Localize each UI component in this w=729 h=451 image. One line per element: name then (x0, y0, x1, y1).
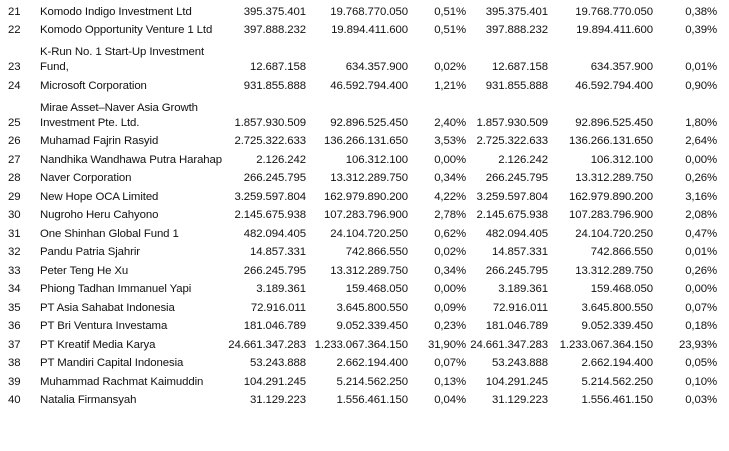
percent-after: 2,64% (685, 135, 717, 147)
shareholder-name (30, 316, 224, 335)
percent-after: 0,05% (685, 357, 717, 369)
percent-before: 0,23% (434, 320, 466, 332)
nominal-before: 634.357.900 (345, 61, 408, 73)
shareholder-name (30, 94, 224, 131)
shares-before: 3.189.361 (256, 283, 306, 295)
shares-before: 931.855.888 (243, 79, 306, 92)
shares-before: 397.888.232 (243, 24, 306, 36)
nominal-after: 13.312.289.750 (575, 172, 653, 184)
shareholder-name-text: Peter Teng He Xu (40, 264, 129, 277)
nominal-before: 742.866.550 (345, 246, 408, 258)
row-number: 28 (8, 172, 21, 184)
shares-after: 14.857.331 (491, 246, 548, 258)
shareholder-name-text: One Shinhan Global Fund 1 (40, 227, 179, 240)
percent-after: 0,10% (685, 375, 717, 388)
nominal-after: 1.233.067.364.150 (559, 338, 653, 351)
nominal-after: 5.214.562.250 (581, 375, 653, 388)
nominal-after: 136.266.131.650 (568, 135, 653, 147)
shares-before: 266.245.795 (243, 172, 306, 184)
percent-after: 0,01% (685, 246, 717, 258)
nominal-after: 162.979.890.200 (568, 190, 653, 203)
percent-before: 3,53% (434, 135, 466, 147)
shares-after: 72.916.011 (492, 301, 548, 314)
shareholder-name (30, 205, 224, 224)
shares-after: 12.687.158 (491, 61, 548, 73)
shares-before: 12.687.158 (249, 61, 306, 73)
shareholder-name (30, 38, 224, 75)
nominal-before: 13.312.289.750 (330, 264, 408, 277)
shares-before: 395.375.401 (243, 5, 306, 18)
percent-after: 0,07% (685, 301, 717, 314)
shareholder-name (30, 131, 224, 150)
shares-after: 1.857.930.509 (476, 116, 548, 129)
shares-before: 1.857.930.509 (234, 116, 306, 129)
percent-after: 0,39% (685, 24, 717, 36)
shareholder-name (30, 353, 224, 372)
percent-before: 0,34% (434, 172, 466, 184)
shares-after: 266.245.795 (485, 264, 548, 277)
row-number: 31 (8, 227, 21, 240)
row-number: 33 (8, 264, 21, 277)
nominal-before: 19.894.411.600 (331, 24, 408, 36)
shares-after: 397.888.232 (485, 24, 548, 36)
nominal-after: 46.592.794.400 (575, 79, 653, 92)
shares-after: 482.094.405 (485, 227, 548, 240)
shares-before: 24.661.347.283 (228, 338, 306, 351)
percent-before: 0,51% (434, 5, 466, 18)
shareholder-name (30, 279, 224, 298)
shareholder-name-text: K-Run No. 1 Start-Up Investment Fund, (40, 46, 205, 73)
table-row (0, 297, 729, 316)
table-row (0, 205, 729, 224)
nominal-after: 2.662.194.400 (581, 357, 653, 369)
table-row (0, 149, 729, 168)
shareholder-name-text: New Hope OCA Limited (40, 190, 159, 203)
table-row (0, 353, 729, 372)
table-row (0, 279, 729, 298)
percent-after: 0,26% (685, 264, 717, 277)
nominal-after: 92.896.525.450 (575, 116, 653, 129)
percent-after: 3,16% (685, 190, 717, 203)
nominal-after: 1.556.461.150 (581, 394, 653, 406)
table-row (0, 168, 729, 187)
row-number: 25 (8, 116, 21, 129)
shares-after: 3.259.597.804 (476, 190, 548, 203)
percent-after: 0,18% (685, 320, 717, 332)
percent-after: 0,01% (685, 61, 717, 73)
row-number: 37 (8, 338, 21, 351)
row-number: 23 (8, 61, 21, 73)
row-number: 35 (8, 301, 21, 314)
shares-before: 104.291.245 (243, 375, 306, 388)
nominal-after: 742.866.550 (590, 246, 653, 258)
percent-before: 0,04% (434, 394, 466, 406)
percent-before: 31,90% (427, 338, 466, 351)
row-number: 26 (8, 135, 21, 147)
percent-before: 0,00% (434, 283, 466, 295)
table-row (0, 20, 729, 39)
table-row (0, 131, 729, 150)
percent-after: 23,93% (678, 338, 717, 351)
shares-before: 72.916.011 (250, 301, 306, 314)
nominal-before: 92.896.525.450 (330, 116, 408, 129)
nominal-after: 19.894.411.600 (576, 24, 653, 36)
nominal-before: 107.283.796.900 (323, 209, 408, 221)
shares-after: 31.129.223 (491, 394, 548, 406)
nominal-after: 13.312.289.750 (575, 264, 653, 277)
shareholder-name-text: Natalia Firmansyah (40, 394, 137, 406)
shareholder-name-text: Komodo Opportunity Venture 1 Ltd (40, 24, 213, 36)
shareholder-name (30, 223, 224, 242)
percent-after: 2,08% (685, 209, 717, 221)
shareholder-name (30, 186, 224, 205)
table-row (0, 223, 729, 242)
shareholder-name (30, 242, 224, 261)
nominal-after: 159.468.050 (590, 283, 653, 295)
nominal-after: 19.768.770.050 (575, 5, 653, 18)
table-row (0, 1, 729, 20)
nominal-after: 9.052.339.450 (581, 320, 653, 332)
shares-after: 2.725.322.633 (476, 135, 548, 147)
percent-after: 0,26% (685, 172, 717, 184)
shares-after: 24.661.347.283 (470, 338, 548, 351)
nominal-after: 107.283.796.900 (568, 209, 653, 221)
percent-before: 0,02% (434, 246, 466, 258)
shareholder-name (30, 297, 224, 316)
percent-after: 1,80% (685, 116, 717, 129)
row-number: 30 (8, 209, 21, 221)
shares-after: 2.145.675.938 (476, 209, 548, 221)
percent-before: 4,22% (434, 190, 466, 203)
table-row (0, 316, 729, 335)
shareholder-name-text: PT Asia Sahabat Indonesia (40, 301, 175, 314)
shares-before: 2.145.675.938 (234, 209, 306, 221)
shares-before: 2.126.242 (256, 153, 306, 166)
shares-before: 14.857.331 (249, 246, 306, 258)
shareholder-name-text: Nandhika Wandhawa Putra Harahap (40, 153, 223, 166)
shareholder-name (30, 371, 224, 390)
shares-after: 395.375.401 (485, 5, 548, 18)
shareholder-name-text: Microsoft Corporation (40, 79, 147, 92)
shares-before: 181.046.789 (243, 320, 306, 332)
row-number: 34 (8, 283, 21, 295)
table-row (0, 38, 729, 75)
shareholder-name (30, 390, 224, 409)
percent-before: 0,51% (434, 24, 466, 36)
shareholder-name-text: Pandu Patria Sjahrir (40, 246, 140, 258)
table-row (0, 75, 729, 94)
shareholder-name (30, 168, 224, 187)
shareholder-name (30, 75, 224, 94)
shareholder-name-text: Muhammad Rachmat Kaimuddin (40, 375, 204, 388)
shareholder-name (30, 1, 224, 20)
row-number: 38 (8, 357, 21, 369)
nominal-before: 24.104.720.250 (330, 227, 408, 240)
table-row (0, 242, 729, 261)
shareholder-name-text: Mirae Asset–Naver Asia Growth Investment Pte. Ltd. (40, 101, 198, 129)
shareholder-name-text: Muhamad Fajrin Rasyid (40, 135, 159, 147)
shareholder-name-text: Komodo Indigo Investment Ltd (40, 5, 192, 18)
shares-after: 931.855.888 (485, 79, 548, 92)
shareholder-table (0, 1, 729, 408)
shareholder-name (30, 334, 224, 353)
percent-before: 0,13% (434, 375, 466, 388)
nominal-before: 46.592.794.400 (330, 79, 408, 92)
shares-after: 53.243.888 (491, 357, 548, 369)
shares-before: 31.129.223 (249, 394, 306, 406)
nominal-before: 3.645.800.550 (336, 301, 408, 314)
percent-before: 2,78% (434, 209, 466, 221)
table-row (0, 371, 729, 390)
shareholder-name-text: PT Kreatif Media Karya (40, 338, 156, 351)
row-number: 21 (8, 5, 21, 18)
shareholder-name (30, 149, 224, 168)
nominal-before: 106.312.100 (345, 153, 408, 166)
shareholder-name-text: Naver Corporation (40, 172, 132, 184)
shares-before: 53.243.888 (249, 357, 306, 369)
percent-before: 0,34% (434, 264, 466, 277)
percent-before: 0,07% (434, 357, 466, 369)
shares-after: 181.046.789 (485, 320, 548, 332)
row-number: 39 (8, 375, 21, 388)
row-number: 24 (8, 79, 21, 92)
percent-before: 2,40% (434, 116, 466, 129)
percent-after: 0,03% (685, 394, 717, 406)
row-number: 22 (8, 24, 21, 36)
table-row (0, 334, 729, 353)
row-number: 40 (8, 394, 21, 406)
nominal-after: 634.357.900 (590, 61, 653, 73)
nominal-after: 106.312.100 (590, 153, 653, 166)
nominal-before: 1.556.461.150 (336, 394, 408, 406)
nominal-before: 9.052.339.450 (336, 320, 408, 332)
table-row (0, 186, 729, 205)
percent-before: 0,00% (434, 153, 466, 166)
nominal-before: 162.979.890.200 (323, 190, 408, 203)
table-row (0, 94, 729, 131)
shareholder-name-text: PT Bri Ventura Investama (40, 320, 168, 332)
percent-before: 0,09% (434, 301, 466, 314)
nominal-after: 24.104.720.250 (575, 227, 653, 240)
percent-before: 1,21% (434, 79, 466, 92)
row-number: 32 (8, 246, 21, 258)
percent-before: 0,02% (434, 61, 466, 73)
row-number: 29 (8, 190, 21, 203)
shares-before: 482.094.405 (243, 227, 306, 240)
nominal-before: 1.233.067.364.150 (314, 338, 408, 351)
percent-after: 0,38% (685, 5, 717, 18)
nominal-before: 136.266.131.650 (323, 135, 408, 147)
nominal-before: 5.214.562.250 (336, 375, 408, 388)
shareholder-table-body (0, 1, 729, 408)
nominal-before: 19.768.770.050 (330, 5, 408, 18)
percent-after: 0,47% (685, 227, 717, 240)
row-number: 36 (8, 320, 21, 332)
row-number: 27 (8, 153, 21, 166)
shares-before: 3.259.597.804 (234, 190, 306, 203)
percent-before: 0,62% (434, 227, 466, 240)
shares-after: 266.245.795 (485, 172, 548, 184)
table-row (0, 390, 729, 409)
shares-after: 2.126.242 (498, 153, 548, 166)
nominal-before: 159.468.050 (345, 283, 408, 295)
shareholder-name-text: PT Mandiri Capital Indonesia (40, 357, 184, 369)
table-row (0, 260, 729, 279)
shareholder-name (30, 260, 224, 279)
percent-after: 0,00% (685, 153, 717, 166)
nominal-before: 2.662.194.400 (336, 357, 408, 369)
shareholder-name (30, 20, 224, 39)
shares-after: 3.189.361 (498, 283, 548, 295)
shareholder-name-text: Nugroho Heru Cahyono (40, 209, 159, 221)
shares-before: 2.725.322.633 (234, 135, 306, 147)
percent-after: 0,00% (685, 283, 717, 295)
shareholder-name-text: Phiong Tadhan Immanuel Yapi (40, 283, 192, 295)
nominal-after: 3.645.800.550 (581, 301, 653, 314)
nominal-before: 13.312.289.750 (330, 172, 408, 184)
percent-after: 0,90% (685, 79, 717, 92)
shares-before: 266.245.795 (243, 264, 306, 277)
shares-after: 104.291.245 (485, 375, 548, 388)
